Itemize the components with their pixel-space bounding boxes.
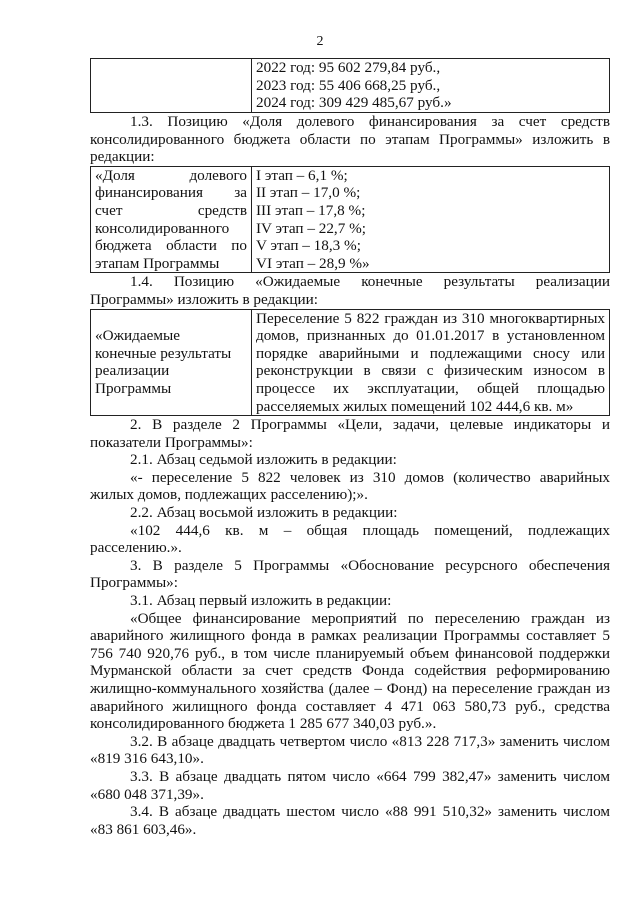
paragraph-2-1: 2.1. Абзац седьмой изложить в редакции: [130, 451, 397, 469]
paragraph-3-3: 3.3. В абзаце двадцать пятом число «664 799 382,47» заменить числом «680 048 371,39». [90, 767, 610, 803]
paragraph-2: 2. В разделе 2 Программы «Цели, задачи, целевые индикаторы и показатели Программы»: [90, 416, 610, 451]
expected-results-table [90, 309, 610, 417]
paragraph-3-4: 3.4. В абзаце двадцать шестом число «88 991 510,32» заменить числом «83 861 603,46». [90, 803, 610, 838]
share-label-line: финансирования за [95, 184, 247, 202]
paragraph-2-2: 2.2. Абзац восьмой изложить в редакции: [130, 504, 398, 522]
empty-left-cell [91, 59, 252, 113]
share-label-cell [91, 166, 252, 273]
results-label-line: Программы [95, 379, 172, 397]
funding-years-table [90, 58, 610, 113]
paragraph-3-1: 3.1. Абзац первый изложить в редакции: [130, 592, 392, 610]
share-label-line: счет средств [95, 201, 247, 219]
share-label-line: бюджета области по [95, 237, 247, 255]
page-number: 2 [316, 34, 324, 49]
stage-line: V этап – 18,3 %; [256, 237, 361, 255]
results-label-line: реализации [95, 362, 170, 380]
paragraph-3-2: 3.2. В абзаце двадцать четвертом число «813 228 717,3» заменить числом «819 316 643,10». [90, 732, 610, 768]
stage-line: IV этап – 22,7 %; [256, 219, 366, 237]
results-text-cell: Переселение 5 822 граждан из 310 многоквартирных домов, признанных до 01.01.2017 в установленном порядке аварийными и подлежащими сносу или реконструкции в связи с физическим износом в процессе их эксплуатации, общей площадью расселяемых жилых помещений 102 444,6 кв. м» [252, 309, 610, 416]
stage-line: I этап – 6,1 %; [256, 166, 348, 184]
share-financing-table [90, 166, 610, 274]
funding-year-line: 2024 год: 309 429 485,67 руб.» [256, 94, 452, 112]
results-label-cell [91, 309, 252, 416]
share-label-line: этапам Программы [95, 254, 220, 272]
share-stages-cell [252, 166, 610, 273]
share-label-line: «Доля долевого [95, 166, 247, 184]
stage-line: VI этап – 28,9 %» [256, 254, 370, 272]
results-label-line: «Ожидаемые [95, 327, 180, 345]
funding-years-cell [252, 59, 610, 113]
share-label-line: консолидированного [95, 219, 230, 237]
quote-3-1: «Общее финансирование мероприятий по переселению граждан из аварийного жилищного фонда в рамках реализации Программы составляет 5 756 740 920,76 руб., в том числе планируемый объем финансовой поддержки Мурманской области за счет средств Фонда содействия реформированию жилищно-коммунального хозяйства (далее – Фонд) на переселение граждан из аварийного жилищного фонда составляет 4 471 063 580,73 руб., средства консолидированного бюджета 1 285 677 340,03 руб.». [90, 609, 610, 733]
funding-year-line: 2023 год: 55 406 668,25 руб., [256, 76, 441, 94]
paragraph-1-3: 1.3. Позицию «Доля долевого финансирования за счет средств консолидированного бюджета области по этапам Программы» изложить в редакции: [90, 113, 610, 166]
quote-2-2: «102 444,6 кв. м – общая площадь помещений, подлежащих расселению.». [90, 521, 610, 557]
document-body [90, 58, 610, 838]
stage-line: III этап – 17,8 %; [256, 201, 366, 219]
paragraph-3: 3. В разделе 5 Программы «Обоснование ресурсного обеспечения Программы»: [90, 556, 610, 592]
results-label-line: конечные результаты [95, 344, 232, 362]
quote-2-1: «- переселение 5 822 человек из 310 домов (количество аварийных жилых домов, подлежащих расселению);». [90, 468, 610, 504]
stage-line: II этап – 17,0 %; [256, 184, 361, 202]
paragraph-1-4: 1.4. Позицию «Ожидаемые конечные результаты реализации Программы» изложить в редакции: [90, 273, 610, 308]
funding-year-line: 2022 год: 95 602 279,84 руб., [256, 59, 441, 76]
